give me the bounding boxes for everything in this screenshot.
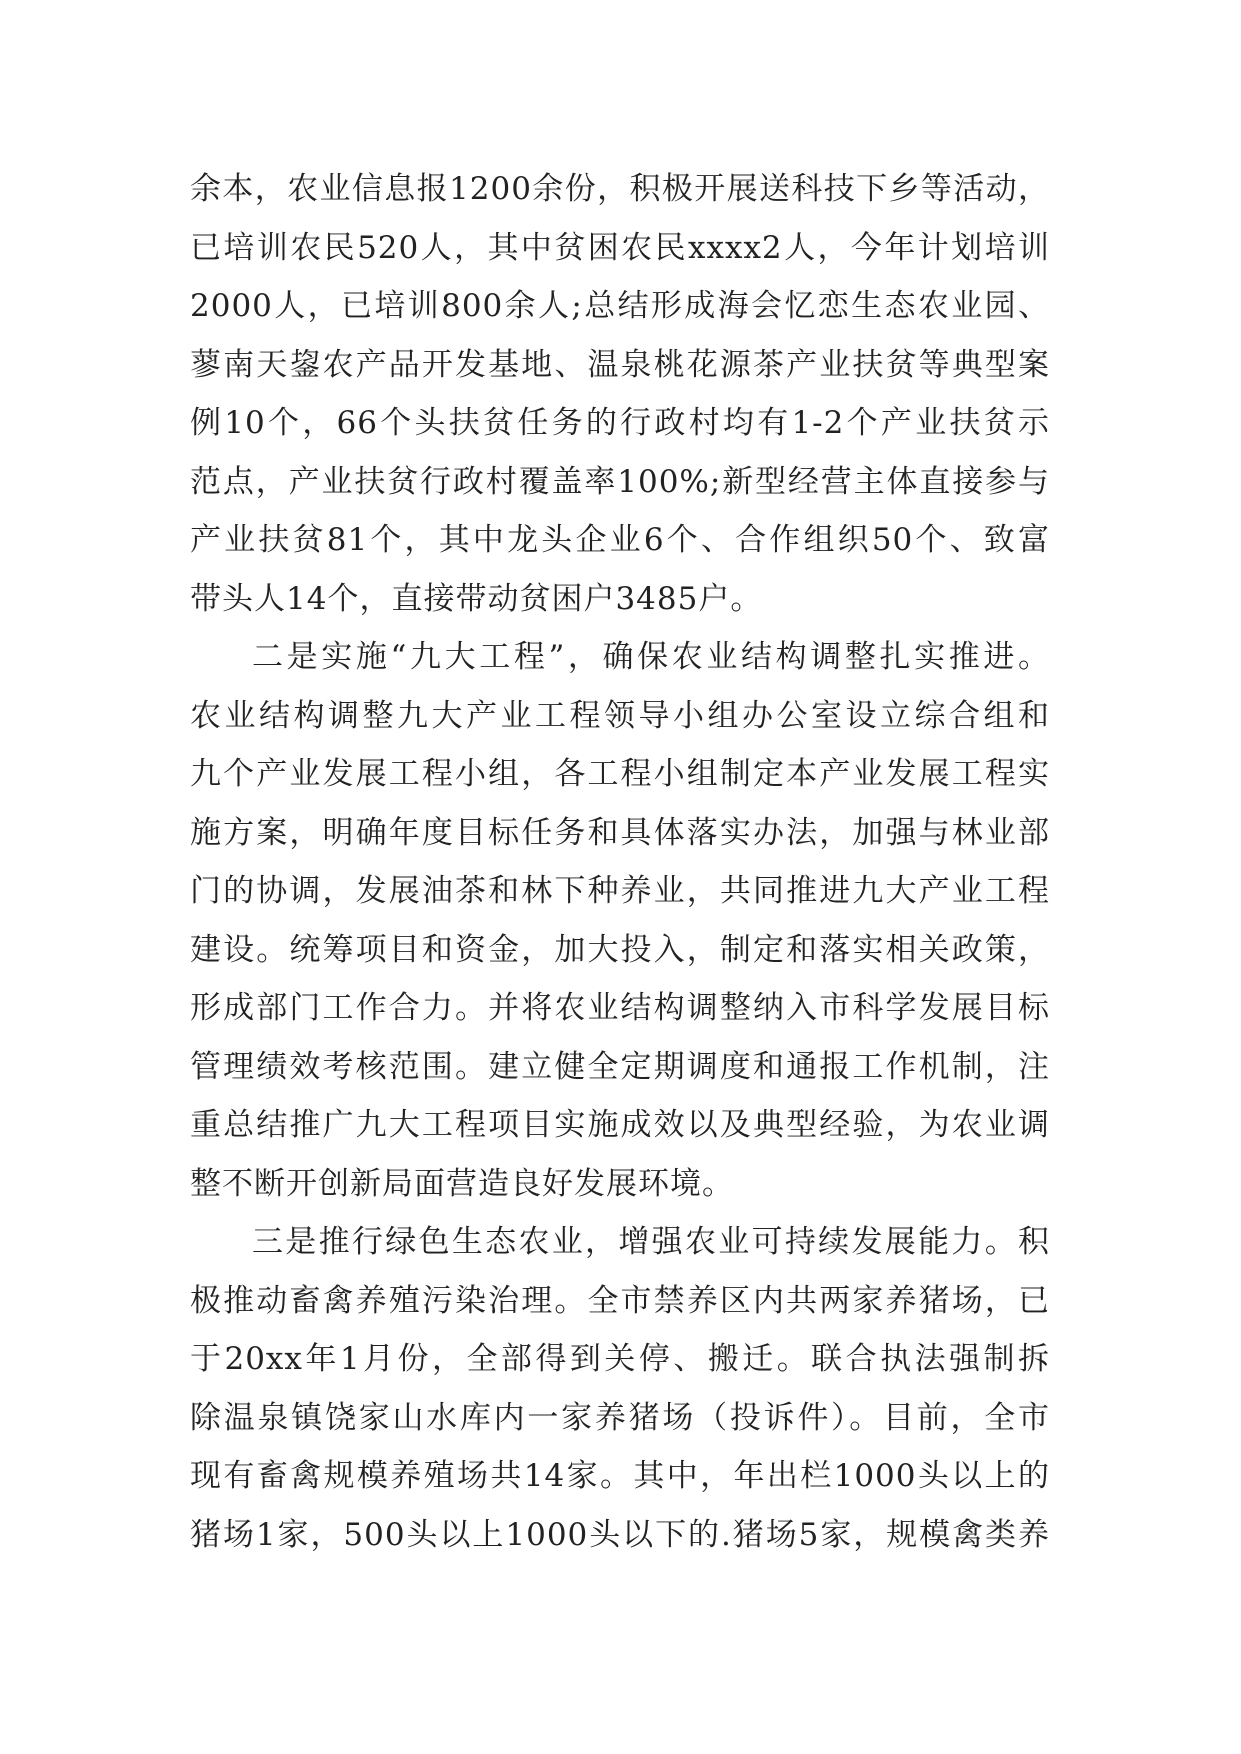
text-line: 建设。统筹项目和资金，加大投入，制定和落实相关政策， — [190, 931, 1050, 968]
text-line: 已培训农民520人，其中贫困农民xxxx2人，今年计划培训 — [190, 229, 1050, 266]
text-line: 猪场1家，500头以上1000头以下的.猪场5家，规模禽类养 — [190, 1516, 1050, 1553]
text-line: 极推动畜禽养殖污染治理。全市禁养区内共两家养猪场，已 — [190, 1282, 1050, 1319]
text-line: 重总结推广九大工程项目实施成效以及典型经验，为农业调 — [190, 1107, 1050, 1143]
text-line: 现有畜禽规模养殖场共14家。其中，年出栏1000头以上的 — [190, 1458, 1050, 1494]
text-line: 范点，产业扶贫行政村覆盖率100%;新型经营主体直接参与 — [190, 463, 1050, 500]
text-line: 产业扶贫81个，其中龙头企业6个、合作组织50个、致富 — [190, 522, 1050, 558]
paragraph-start-line: 三是推行绿色生态农业，增强农业可持续发展能力。积 — [252, 1224, 1050, 1260]
text-line: 例10个，66个头扶贫任务的行政村均有1-2个产业扶贫示 — [190, 405, 1050, 441]
text-line: 门的协调，发展油茶和林下种养业，共同推进九大产业工程 — [190, 873, 1050, 909]
text-line: 除温泉镇饶家山水库内一家养猪场（投诉件）。目前，全市 — [190, 1399, 1050, 1436]
body-text — [190, 160, 1050, 1564]
text-line: 形成部门工作合力。并将农业结构调整纳入市科学发展目标 — [190, 990, 1050, 1026]
text-line: 整不断开创新局面营造良好发展环境。 — [190, 1165, 734, 1202]
text-line: 施方案，明确年度目标任务和具体落实办法，加强与林业部 — [190, 814, 1050, 851]
text-line: 蓼南天鋆农产品开发基地、温泉桃花源茶产业扶贫等典型案 — [190, 346, 1050, 383]
text-line: 九个产业发展工程小组，各工程小组制定本产业发展工程实 — [190, 756, 1050, 792]
text-line: 农业结构调整九大产业工程领导小组办公室设立综合组和 — [190, 697, 1050, 734]
text-line: 2000人，已培训800余人;总结形成海会忆恋生态农业园、 — [190, 288, 1050, 324]
paragraph-start-line: 二是实施“九大工程”，确保农业结构调整扎实推进。 — [252, 639, 1050, 675]
text-line: 管理绩效考核范围。建立健全定期调度和通报工作机制，注 — [190, 1048, 1050, 1085]
text-line: 于20xx年1月份，全部得到关停、搬迁。联合执法强制拆 — [190, 1341, 1050, 1377]
text-line: 余本，农业信息报1200余份，积极开展送科技下乡等活动， — [190, 171, 1050, 207]
text-line: 带头人14个，直接带动贫困户3485户。 — [190, 580, 763, 617]
